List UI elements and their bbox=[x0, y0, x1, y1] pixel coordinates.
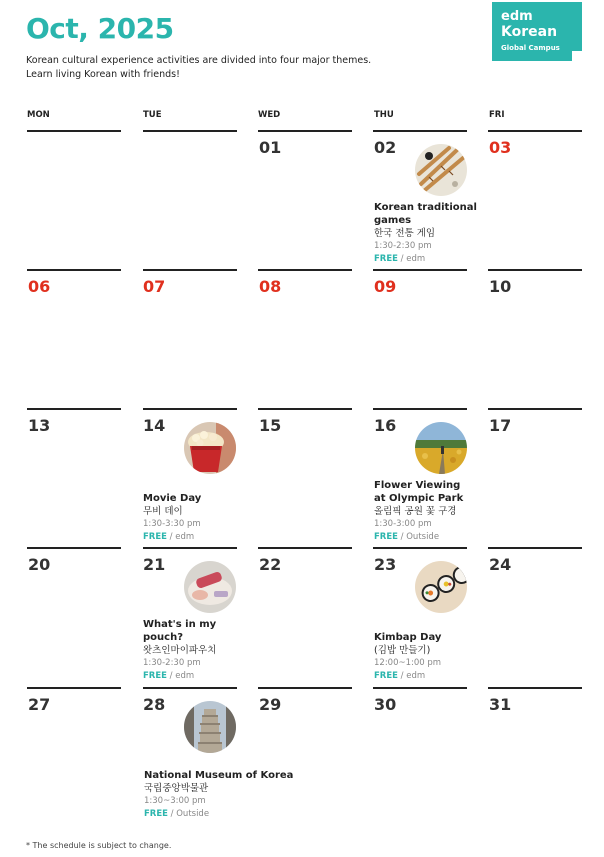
day-number: 30 bbox=[374, 695, 397, 714]
day-cell-03 bbox=[489, 132, 583, 268]
day-number: 16 bbox=[374, 416, 397, 435]
kimbap-photo bbox=[415, 561, 467, 613]
edm-korean-logo bbox=[492, 2, 582, 61]
event-title-ko: 왓츠인마이파우치 bbox=[143, 645, 217, 656]
event-traditional-games bbox=[374, 201, 478, 266]
event-title-en-2: at Olympic Park bbox=[374, 493, 464, 504]
event-time: 1:30-3:00 pm bbox=[374, 519, 432, 529]
day-cell-07 bbox=[143, 271, 237, 407]
day-cell-06 bbox=[28, 271, 122, 407]
day-number: 23 bbox=[374, 555, 397, 574]
day-number-holiday: 03 bbox=[489, 138, 512, 157]
day-number-holiday: 06 bbox=[28, 277, 51, 296]
popcorn-photo bbox=[184, 422, 236, 474]
day-number-holiday: 08 bbox=[259, 277, 282, 296]
day-number: 21 bbox=[143, 555, 166, 574]
free-badge: FREE bbox=[374, 254, 398, 264]
day-cell-08 bbox=[259, 271, 353, 407]
day-number: 20 bbox=[28, 555, 51, 574]
weekday-tue: TUE bbox=[143, 110, 162, 120]
day-cell-16 bbox=[374, 410, 468, 546]
event-title-en: Kimbap Day bbox=[374, 632, 442, 643]
free-badge: FREE bbox=[143, 671, 167, 681]
event-time: 1:30-2:30 pm bbox=[374, 241, 432, 251]
day-cell-29 bbox=[259, 689, 353, 825]
day-number: 22 bbox=[259, 555, 282, 574]
event-place: / edm bbox=[397, 671, 426, 681]
subtitle-line-1: Korean cultural experience activities are divided into four major themes. bbox=[26, 55, 372, 66]
day-cell-09 bbox=[374, 271, 468, 407]
event-title-en: What's in my pouch? bbox=[143, 619, 217, 643]
event-place: / Outside bbox=[397, 532, 440, 542]
day-cell-24 bbox=[489, 549, 583, 685]
day-cell-15 bbox=[259, 410, 353, 546]
event-title-ko: 국립중앙박물관 bbox=[144, 783, 209, 794]
event-place: / edm bbox=[166, 671, 195, 681]
day-cell-14 bbox=[143, 410, 237, 546]
day-number: 10 bbox=[489, 277, 512, 296]
event-price-place bbox=[143, 670, 247, 683]
day-cell-23 bbox=[374, 549, 468, 685]
day-number: 14 bbox=[143, 416, 166, 435]
free-badge: FREE bbox=[374, 532, 398, 542]
museum-pagoda-photo bbox=[184, 701, 236, 753]
event-place: / Outside bbox=[167, 809, 210, 819]
logo-line-3: Global Campus bbox=[501, 44, 560, 52]
event-place: / edm bbox=[397, 254, 426, 264]
event-time: 1:30-3:30 pm bbox=[143, 519, 201, 529]
event-flower-viewing bbox=[374, 479, 478, 544]
day-number: 29 bbox=[259, 695, 282, 714]
day-number: 24 bbox=[489, 555, 512, 574]
weekday-wed: WED bbox=[258, 110, 281, 120]
day-number: 02 bbox=[374, 138, 397, 157]
weekday-thu: THU bbox=[374, 110, 394, 120]
day-cell-01 bbox=[259, 132, 353, 268]
event-title-en: Movie Day bbox=[143, 493, 202, 504]
event-movie-day bbox=[143, 492, 247, 544]
subtitle-line-2: Learn living Korean with friends! bbox=[26, 68, 180, 80]
day-number: 17 bbox=[489, 416, 512, 435]
event-price-place bbox=[374, 253, 478, 266]
day-cell-31 bbox=[489, 689, 583, 825]
event-time: 12:00~1:00 pm bbox=[374, 658, 442, 668]
day-number-holiday: 09 bbox=[374, 277, 397, 296]
event-title-en: National Museum of Korea bbox=[144, 770, 294, 781]
page-subtitle bbox=[26, 54, 406, 81]
day-number: 28 bbox=[143, 695, 166, 714]
event-whats-in-my-pouch bbox=[143, 618, 247, 683]
day-cell-17 bbox=[489, 410, 583, 546]
day-cell-30 bbox=[374, 689, 468, 825]
event-title-ko: 올림픽 공원 꽃 구경 bbox=[374, 506, 457, 517]
weekday-mon: MON bbox=[27, 110, 50, 120]
free-badge: FREE bbox=[143, 532, 167, 542]
logo-notch bbox=[572, 51, 582, 61]
page-title: Oct, 2025 bbox=[26, 12, 174, 45]
day-number-holiday: 07 bbox=[143, 277, 166, 296]
event-title-ko: 무비 데이 bbox=[143, 506, 183, 517]
day-number: 15 bbox=[259, 416, 282, 435]
event-place: / edm bbox=[166, 532, 195, 542]
logo-line-1: edm bbox=[501, 9, 533, 24]
weekday-fri: FRI bbox=[489, 110, 505, 120]
day-cell-27 bbox=[28, 689, 122, 825]
day-cell-20 bbox=[28, 549, 122, 685]
day-number: 13 bbox=[28, 416, 51, 435]
day-cell-21 bbox=[143, 549, 237, 685]
event-price-place bbox=[143, 531, 247, 544]
event-kimbap-day bbox=[374, 631, 478, 683]
event-title-ko: 한국 전통 게임 bbox=[374, 228, 436, 239]
traditional-games-photo bbox=[415, 144, 467, 196]
event-title-ko: (김밥 만들기) bbox=[374, 645, 431, 656]
schedule-footnote: * The schedule is subject to change. bbox=[26, 841, 172, 850]
event-price-place bbox=[374, 531, 478, 544]
event-title-en: Korean traditional bbox=[374, 202, 477, 213]
pouch-items-photo bbox=[184, 561, 236, 613]
logo-line-2: Korean bbox=[501, 24, 558, 40]
event-time: 1:30-2:30 pm bbox=[143, 658, 201, 668]
day-cell-13 bbox=[28, 410, 122, 546]
event-time: 1:30~3:00 pm bbox=[144, 796, 206, 806]
free-badge: FREE bbox=[374, 671, 398, 681]
event-price-place bbox=[374, 670, 478, 683]
day-cell-22 bbox=[259, 549, 353, 685]
event-title-en-2: games bbox=[374, 215, 412, 226]
day-number: 27 bbox=[28, 695, 51, 714]
day-number: 01 bbox=[259, 138, 282, 157]
free-badge: FREE bbox=[144, 809, 168, 819]
day-cell-10 bbox=[489, 271, 583, 407]
flower-field-photo bbox=[415, 422, 467, 474]
day-cell-02 bbox=[374, 132, 477, 268]
day-number: 31 bbox=[489, 695, 512, 714]
event-title-en: Flower Viewing bbox=[374, 480, 461, 491]
